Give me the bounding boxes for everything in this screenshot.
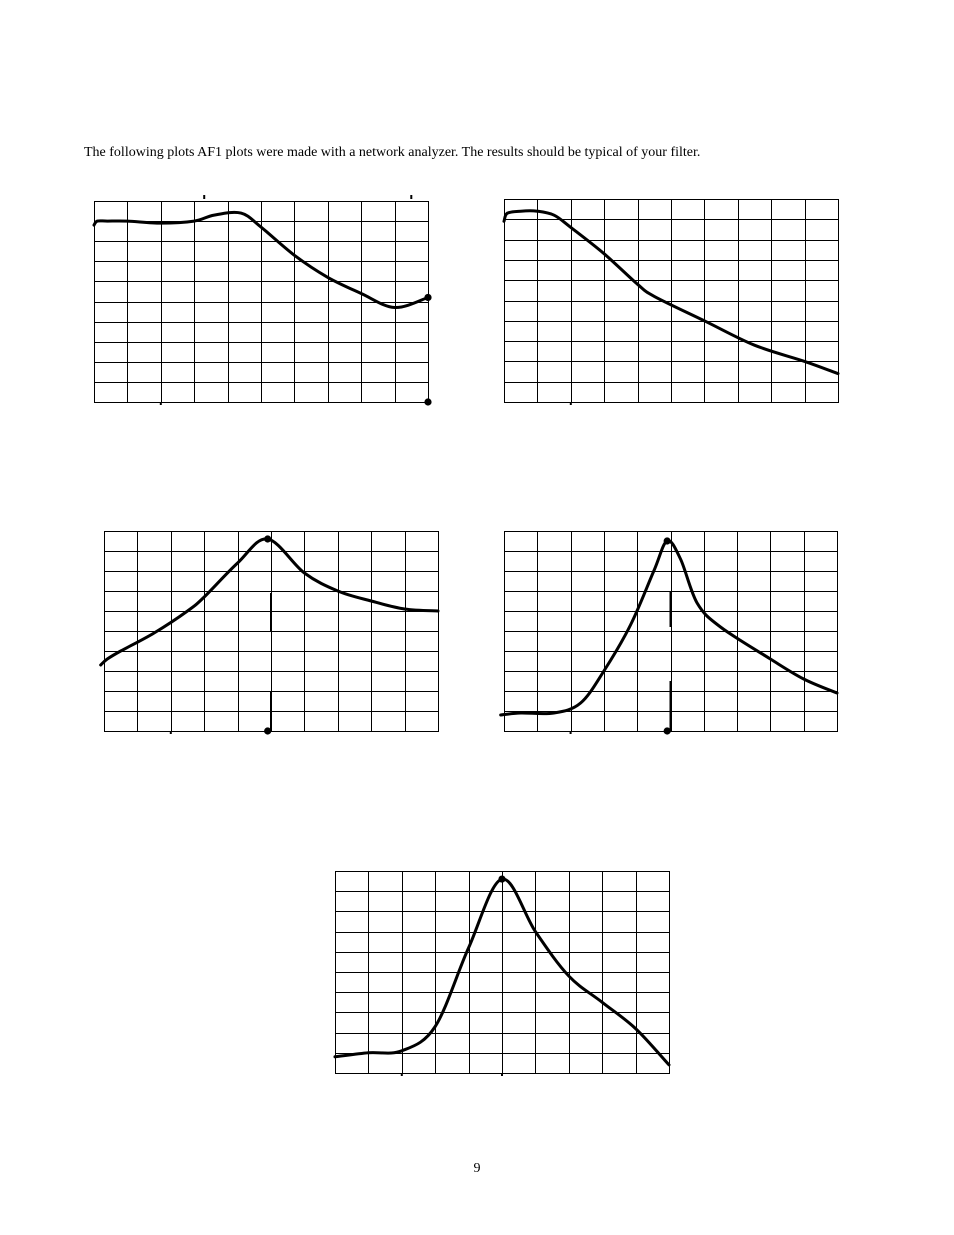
response-trace — [501, 541, 837, 715]
network-analyzer-plot-4 — [500, 530, 845, 740]
response-trace — [101, 539, 438, 665]
intro-paragraph: The following plots AF1 plots were made with a network analyzer. The results should be typical of your filter. — [84, 145, 701, 160]
page-number: 9 — [473, 1161, 481, 1176]
plot-grid — [335, 871, 669, 1073]
marker-dot — [425, 399, 430, 404]
marker-dot — [265, 536, 270, 541]
network-analyzer-plot-1 — [93, 200, 438, 410]
network-analyzer-plot-2 — [503, 198, 848, 408]
network-analyzer-plot-5 — [334, 870, 679, 1080]
marker-dot — [665, 728, 670, 733]
marker-dot — [425, 295, 430, 300]
marker-dot — [665, 538, 670, 543]
marker-dot — [499, 876, 504, 881]
marker-dot — [265, 728, 270, 733]
plot-grid — [504, 199, 838, 402]
network-analyzer-plot-3 — [98, 530, 443, 740]
